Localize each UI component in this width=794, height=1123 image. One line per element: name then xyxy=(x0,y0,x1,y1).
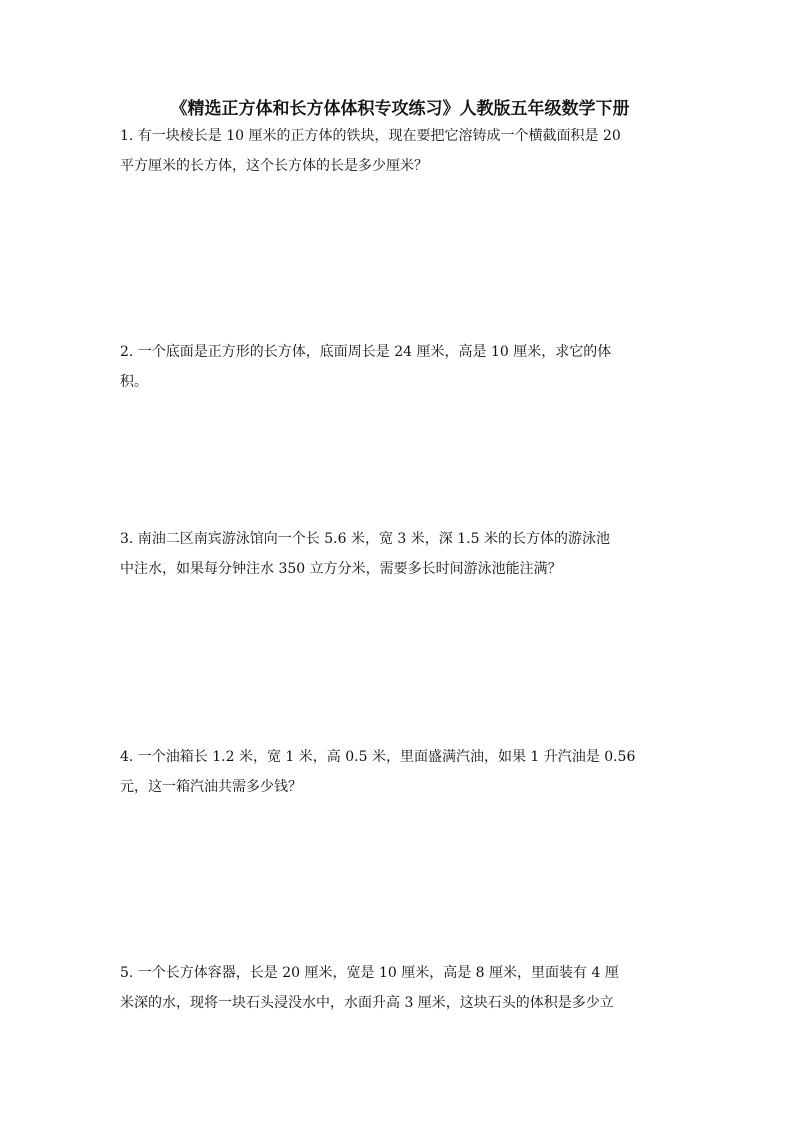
question-5-line-1: 5. 一个长方体容器，长是 20 厘米，宽是 10 厘米，高是 8 厘米，里面装有 4 厘 xyxy=(120,965,619,981)
page-title: 《精选正方体和长方体体积专攻练习》人教版五年级数学下册 xyxy=(170,99,630,119)
question-2 xyxy=(120,337,680,397)
question-5-line-2: 米深的水，现将一块石头浸没水中，水面升高 3 厘米，这块石头的体积是多少立 xyxy=(120,995,614,1011)
question-5 xyxy=(120,958,680,1018)
question-2-line-2: 积。 xyxy=(120,374,148,390)
question-3-line-1: 3. 南油二区南宾游泳馆向一个长 5.6 米，宽 3 米，深 1.5 米的长方体的游泳池 xyxy=(120,531,610,547)
question-4 xyxy=(120,742,680,802)
question-2-line-1: 2. 一个底面是正方形的长方体，底面周长是 24 厘米，高是 10 厘米，求它的体 xyxy=(120,344,612,360)
question-1 xyxy=(120,121,680,181)
question-1-line-1: 1. 有一块棱长是 10 厘米的正方体的铁块，现在要把它溶铸成一个横截面积是 20 xyxy=(120,128,621,144)
question-4-line-1: 4. 一个油箱长 1.2 米，宽 1 米，高 0.5 米，里面盛满汽油，如果 1 升汽油是 0.56 xyxy=(120,749,636,765)
question-3 xyxy=(120,524,680,584)
question-4-line-2: 元，这一箱汽油共需多少钱？ xyxy=(120,779,302,795)
question-1-line-2: 平方厘米的长方体，这个长方体的长是多少厘米？ xyxy=(120,158,428,174)
question-3-line-2: 中注水，如果每分钟注水 350 立方分米，需要多长时间游泳池能注满？ xyxy=(120,561,562,577)
